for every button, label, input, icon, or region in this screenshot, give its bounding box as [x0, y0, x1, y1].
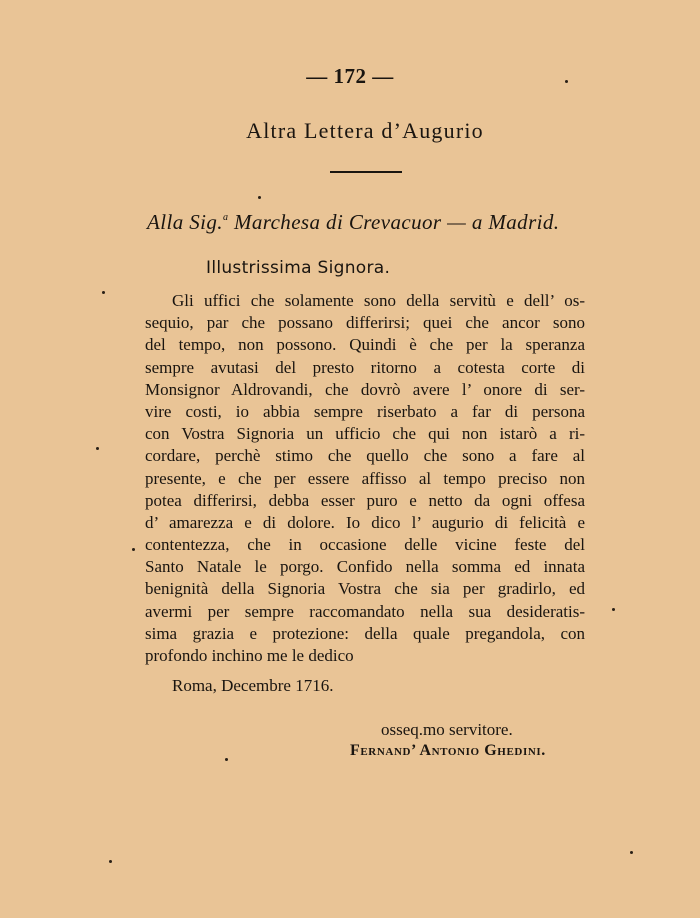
body-line	[145, 601, 585, 623]
body-line	[145, 490, 585, 512]
body-line	[145, 556, 585, 578]
body-line	[145, 401, 585, 423]
body-line-text: sempre avutasi del presto ritorno a cotesta corte di	[145, 357, 585, 377]
print-speck	[96, 447, 99, 450]
body-line	[145, 468, 585, 490]
body-line	[145, 445, 585, 467]
body-line-text: profondo inchino me le dedico	[145, 646, 354, 665]
print-speck	[109, 860, 112, 863]
body-line	[145, 423, 585, 445]
body-line-text: sequio, par che possano differirsi; quei che ancor sono	[145, 313, 585, 333]
place-date: Roma, Decembre 1716.	[172, 676, 334, 695]
body-line-text: benignità della Signoria Vostra che sia per gradirlo, ed	[145, 579, 585, 599]
print-speck	[132, 548, 135, 551]
print-speck	[225, 758, 228, 761]
closing-formula: osseq.mo servitore.	[381, 720, 513, 739]
body-line	[145, 379, 585, 401]
body-line	[145, 334, 585, 356]
addressee-line	[147, 210, 607, 235]
title-divider	[330, 171, 402, 173]
print-speck	[630, 851, 633, 854]
body-line-text: vire costi, io abbia sempre riserbato a far di persona	[145, 401, 585, 421]
print-speck	[258, 196, 261, 199]
print-speck	[102, 291, 105, 294]
body-line-text: contentezza, che in occasione delle vicine feste del	[145, 535, 585, 555]
body-line-text: presente, e che per essere affisso al tempo preciso non	[145, 468, 585, 488]
body-line-text: con Vostra Signoria un ufficio che qui non istarò a ri-	[145, 424, 585, 444]
body-line-text: Gli uffici che solamente sono della servitù e dell’ os-	[172, 291, 585, 310]
body-line-text: avermi per sempre raccomandato nella sua desideratis-	[145, 601, 585, 621]
signature: Fernand’ Antonio Ghedini.	[350, 742, 546, 759]
letter-title: Altra Lettera d’Augurio	[246, 118, 484, 143]
body-line-text: sima grazia e protezione: della quale pregandola, con	[145, 623, 585, 643]
body-line	[145, 623, 585, 645]
body-line	[145, 290, 585, 312]
body-line-text: potea differirsi, debba esser puro e netto da ogni offesa	[145, 490, 585, 510]
print-speck	[565, 80, 568, 83]
body-line-text: d’ amarezza e di dolore. Io dico l’ augurio di felicità e	[145, 512, 585, 532]
letter-body	[145, 290, 585, 667]
body-line	[145, 312, 585, 334]
addressee-prefix: Alla Sig.	[147, 210, 223, 234]
page-number: — 172 —	[306, 64, 394, 88]
addressee-superscript: a	[222, 212, 229, 223]
body-line-text: Santo Natale le porgo. Confido nella somma ed innata	[145, 557, 585, 577]
print-speck	[612, 608, 615, 611]
body-line-text: Monsignor Aldrovandi, che dovrò avere l’ onore di ser-	[145, 379, 585, 399]
addressee-suffix: Marchesa di Crevacuor — a Madrid.	[228, 210, 560, 234]
body-line-text: del tempo, non possono. Quindi è che per la speranza	[145, 335, 585, 355]
body-line	[145, 645, 585, 667]
salutation: Illustrissima Signora.	[206, 258, 391, 278]
body-line	[145, 578, 585, 600]
body-line	[145, 512, 585, 534]
body-line	[145, 357, 585, 379]
body-line-text: cordare, perchè stimo che quello che sono a fare al	[145, 446, 585, 466]
body-line	[145, 534, 585, 556]
